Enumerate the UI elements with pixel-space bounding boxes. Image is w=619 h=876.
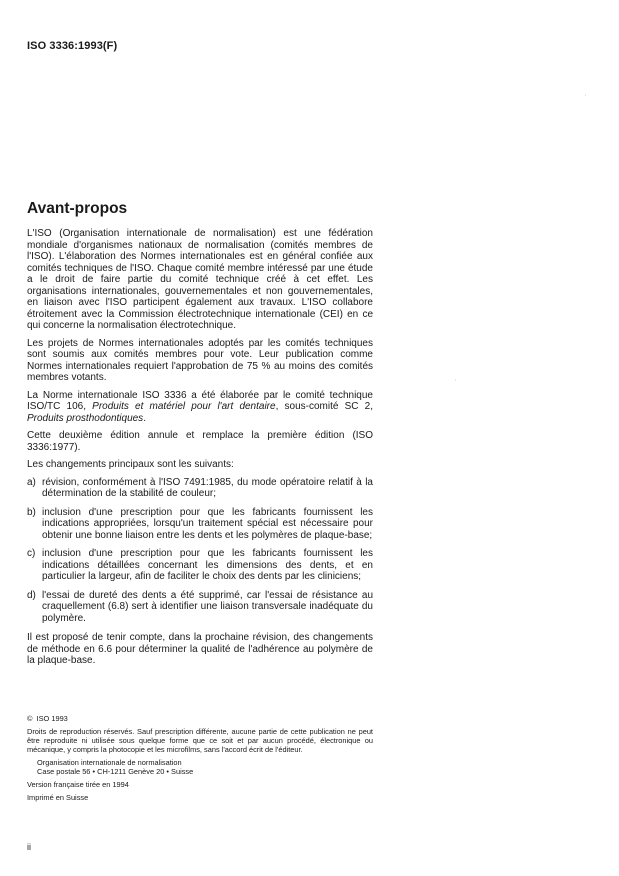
paragraph-closing: Il est proposé de tenir compte, dans la prochaine révision, des changements de méthode en 6.6 pour déterminer la qualité de l'adhérence au polymère de la plaque-base.: [27, 632, 373, 666]
committee-end: .: [143, 412, 146, 424]
printed-note: Imprimé en Suisse: [27, 793, 89, 802]
paragraph-committee: [27, 390, 373, 425]
copyright-block: [27, 714, 373, 806]
copyright-icon: ©: [27, 714, 33, 723]
committee-sc-title: Produits prosthodontiques: [27, 412, 144, 424]
publisher-name: Organisation internationale de normalisation: [37, 758, 182, 767]
section-title: Avant-propos: [27, 200, 128, 217]
foreword-body: [27, 228, 373, 673]
list-item-text: révision, conformément à l'ISO 7491:1985, du mode opératoire relatif à la détermination de la stabilité de couleur;: [42, 476, 373, 499]
publisher-org: [27, 758, 373, 776]
committee-mid: , sous-comité SC 2,: [275, 401, 374, 412]
scan-mark: ': [585, 95, 587, 101]
copyright-line: [27, 714, 373, 723]
committee-tc-title: Produits et matériel pour l'art dentaire: [92, 401, 276, 412]
list-marker: b): [27, 506, 36, 518]
change-item-d: [27, 590, 373, 625]
list-marker: a): [27, 476, 36, 488]
change-item-c: [27, 548, 373, 583]
copyright-year: ISO 1993: [36, 714, 68, 723]
change-item-b: [27, 507, 373, 542]
list-marker: c): [27, 548, 36, 559]
paragraph-iso-intro: L'ISO (Organisation internationale de normalisation) est une fédération mondiale d'organismes nationaux de normalisation (comités membres de l'ISO). L'élaboration des Normes internationales est en général confiée aux comités techniques de l'ISO. Chaque comité membre intéressé par une étude a le droit de faire partie du comité technique créé à cet effet. Les organisations internationales, gouvernementales et non gouvernementales, en liaison avec l'ISO participent également aux travaux. L'ISO collabore étroitement avec la Commission électrotechnique internationale (CEI) en ce qui concerne la normalisation électrotechnique.: [27, 228, 373, 331]
list-marker: d): [27, 589, 36, 601]
committee-lead: La Norme internationale ISO 3336 a été élaborée par le comité technique ISO/TC 106,: [27, 389, 373, 412]
paragraph-edition: Cette deuxième édition annule et remplace la première édition (ISO 3336:1977).: [27, 430, 373, 453]
list-item-text: inclusion d'une prescription pour que les fabricants fournissent les indications détaillées concernant les dimensions des dents, et en particulier la largeur, afin de faciliter le choix des dents par les cliniciens;: [42, 548, 373, 582]
list-item-text: inclusion d'une prescription pour que les fabricants fournissent les indications appropriées, lorsqu'un traitement spécial est nécessaire pour obtenir une bonne liaison entre les dents et les polymères de plaque-base;: [42, 506, 373, 541]
publisher-address: Case postale 56 • CH-1211 Genève 20 • Suisse: [37, 767, 194, 776]
change-item-a: [27, 477, 373, 500]
version-note: Version française tirée en 1994: [27, 780, 129, 789]
page-number: ii: [27, 842, 31, 852]
copyright-rights: Droits de reproduction réservés. Sauf prescription différente, aucune partie de cette publication ne peut être reproduite ni utilisée sous quelque forme que ce soit et par aucun procédé, électronique ou mécanique, y compris la photocopie et les microfilms, sans l'accord écrit de l'éditeur.: [27, 727, 373, 754]
paragraph-voting: Les projets de Normes internationales adoptés par les comités techniques sont soumis aux comités membres pour vote. Leur publication comme Normes internationales requiert l'approbation de 75 % au moins des comités membres votants.: [27, 337, 373, 383]
paragraph-changes-intro: Les changements principaux sont les suivants:: [27, 459, 234, 470]
scan-mark: ': [455, 380, 457, 386]
document-header-id: ISO 3336:1993(F): [27, 40, 118, 52]
list-item-text: l'essai de dureté des dents a été supprimé, car l'essai de résistance au craquellement (6.8) sert à identifier une liaison transversale inadéquate du polymère.: [42, 589, 373, 624]
